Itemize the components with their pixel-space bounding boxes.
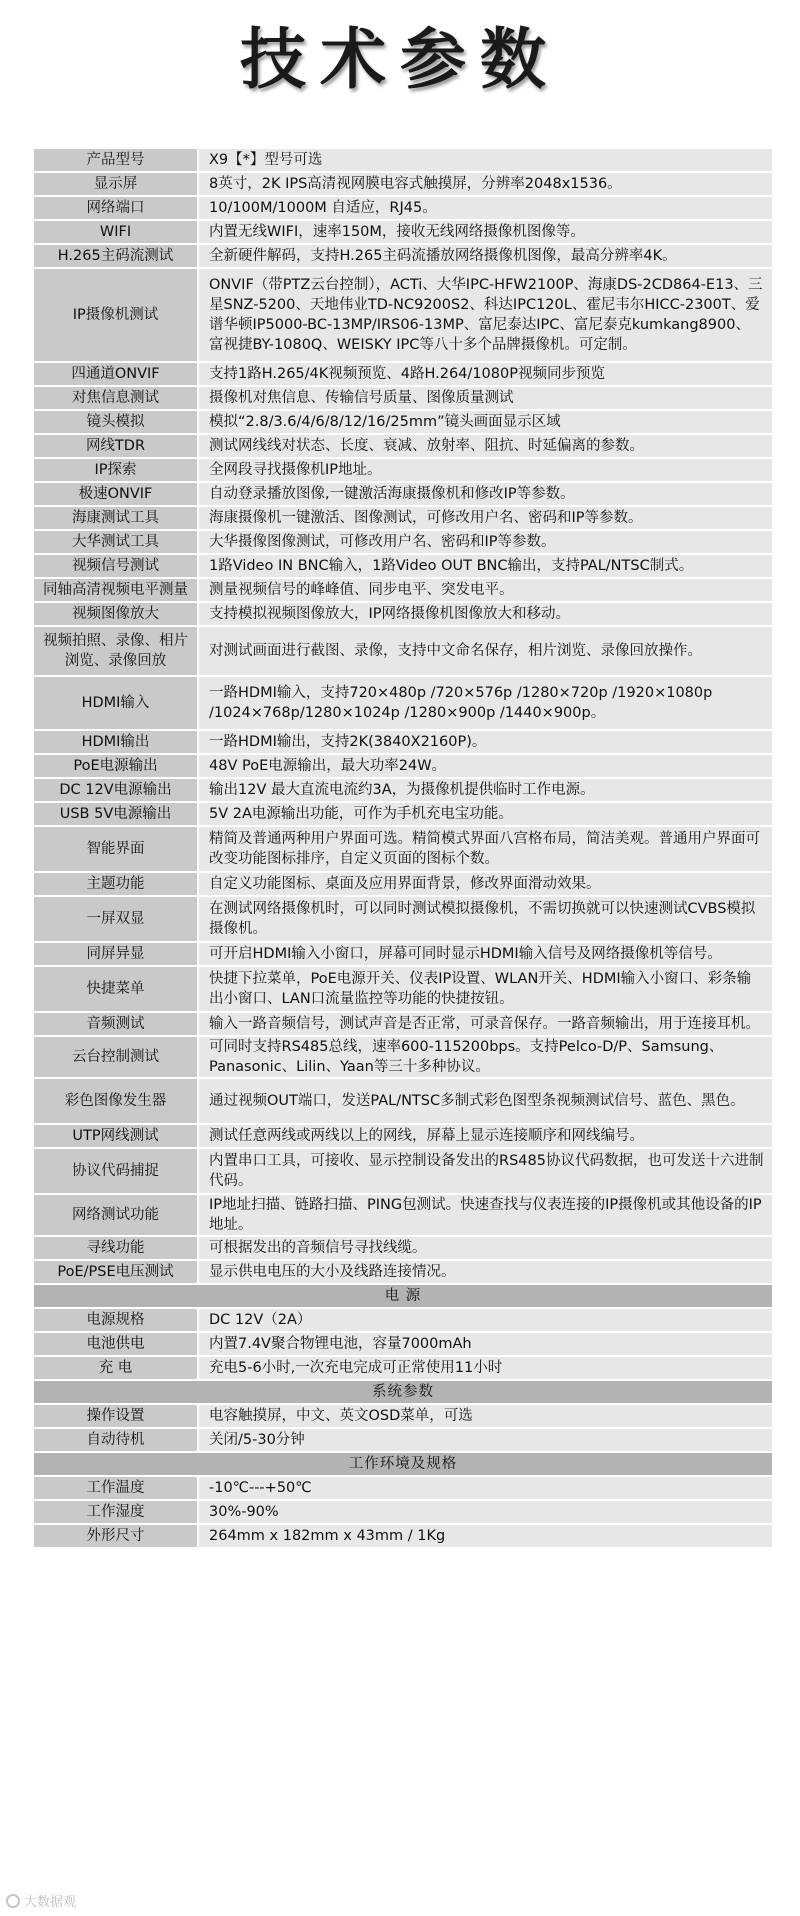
spec-row (33, 196, 773, 220)
spec-label: 四通道ONVIF (33, 362, 198, 386)
spec-label: 视频信号测试 (33, 554, 198, 578)
spec-label: 显示屏 (33, 172, 198, 196)
spec-label: 大华测试工具 (33, 530, 198, 554)
spec-value: 支持模拟视频图像放大，IP网络摄像机图像放大和移动。 (198, 602, 773, 626)
spec-row (33, 148, 773, 172)
spec-row (33, 1308, 773, 1332)
spec-value: 5V 2A电源输出功能，可作为手机充电宝功能。 (198, 802, 773, 826)
spec-label: HDMI输出 (33, 730, 198, 754)
spec-value: 支持1路H.265/4K视频预览、4路H.264/1080P视频同步预览 (198, 362, 773, 386)
spec-label: 快捷菜单 (33, 966, 198, 1012)
section-header (33, 1380, 773, 1404)
spec-row (33, 268, 773, 362)
spec-value: 8英寸，2K IPS高清视网膜电容式触摸屏，分辨率2048x1536。 (198, 172, 773, 196)
spec-value: 充电5-6小时,一次充电完成可正常使用11小时 (198, 1356, 773, 1380)
spec-label: DC 12V电源输出 (33, 778, 198, 802)
spec-value: 模拟“2.8/3.6/4/6/8/12/16/25mm”镜头画面显示区域 (198, 410, 773, 434)
spec-label: 同轴高清视频电平测量 (33, 578, 198, 602)
spec-row (33, 244, 773, 268)
spec-label: 主题功能 (33, 872, 198, 896)
spec-row (33, 578, 773, 602)
spec-row (33, 1078, 773, 1124)
spec-row (33, 506, 773, 530)
spec-value: DC 12V（2A） (198, 1308, 773, 1332)
spec-label: IP探索 (33, 458, 198, 482)
spec-row (33, 434, 773, 458)
spec-row (33, 1500, 773, 1524)
spec-value: 对测试画面进行截图、录像，支持中文命名保存，相片浏览、录像回放操作。 (198, 626, 773, 676)
spec-value: 测量视频信号的峰峰值、同步电平、突发电平。 (198, 578, 773, 602)
section-title: 电 源 (33, 1284, 773, 1308)
spec-value: 输入一路音频信号，测试声音是否正常，可录音保存。一路音频输出，用于连接耳机。 (198, 1012, 773, 1036)
spec-row (33, 778, 773, 802)
spec-value: 一路HDMI输入，支持720×480p /720×576p /1280×720p /1920×1080p /1024×768p/1280×1024p /1280×900p /1440×900p。 (198, 676, 773, 730)
spec-row (33, 172, 773, 196)
page-title: 技术参数 (240, 21, 560, 98)
spec-label: 协议代码捕捉 (33, 1148, 198, 1194)
watermark-text: 大数据观 (24, 1895, 77, 1910)
spec-row (33, 676, 773, 730)
spec-label: 镜头模拟 (33, 410, 198, 434)
spec-label: PoE电源输出 (33, 754, 198, 778)
spec-label: HDMI输入 (33, 676, 198, 730)
spec-value: 显示供电电压的大小及线路连接情况。 (198, 1260, 773, 1284)
spec-label: 电源规格 (33, 1308, 198, 1332)
spec-value: IP地址扫描、链路扫描、PING包测试。快速查找与仪表连接的IP摄像机或其他设备的IP地址。 (198, 1194, 773, 1236)
spec-label: 充 电 (33, 1356, 198, 1380)
spec-value: -10℃---+50℃ (198, 1476, 773, 1500)
spec-table-body (33, 148, 773, 1548)
spec-value: 电容触摸屏，中文、英文OSD菜单，可选 (198, 1404, 773, 1428)
spec-value: 48V PoE电源输出，最大功率24W。 (198, 754, 773, 778)
spec-table (32, 147, 774, 1549)
spec-label: 极速ONVIF (33, 482, 198, 506)
spec-value: 测试网线线对状态、长度、衰减、放射率、阻抗、时延偏离的参数。 (198, 434, 773, 458)
spec-row (33, 1012, 773, 1036)
spec-label: 智能界面 (33, 826, 198, 872)
spec-row (33, 482, 773, 506)
spec-label: 音频测试 (33, 1012, 198, 1036)
spec-value: 可根据发出的音频信号寻找线缆。 (198, 1236, 773, 1260)
spec-value: 1路Video IN BNC输入，1路Video OUT BNC输出，支持PAL/NTSC制式。 (198, 554, 773, 578)
spec-label: WIFI (33, 220, 198, 244)
spec-row (33, 1356, 773, 1380)
spec-label: 视频拍照、录像、相片浏览、录像回放 (33, 626, 198, 676)
spec-row (33, 966, 773, 1012)
spec-label: 海康测试工具 (33, 506, 198, 530)
spec-value: 精简及普通两种用户界面可选。精简模式界面八宫格布局，简洁美观。普通用户界面可改变功能图标排序，自定义页面的图标个数。 (198, 826, 773, 872)
spec-value: 内置7.4V聚合物锂电池，容量7000mAh (198, 1332, 773, 1356)
spec-row (33, 554, 773, 578)
spec-value: 内置无线WIFI，速率150M，接收无线网络摄像机图像等。 (198, 220, 773, 244)
spec-row (33, 1404, 773, 1428)
spec-label: 寻线功能 (33, 1236, 198, 1260)
spec-row (33, 602, 773, 626)
spec-row (33, 458, 773, 482)
spec-label: 操作设置 (33, 1404, 198, 1428)
spec-value: 30%-90% (198, 1500, 773, 1524)
spec-value: 测试任意两线或两线以上的网线，屏幕上显示连接顺序和网线编号。 (198, 1124, 773, 1148)
spec-row (33, 1236, 773, 1260)
spec-label: 同屏异显 (33, 942, 198, 966)
section-header (33, 1452, 773, 1476)
spec-label: 工作湿度 (33, 1500, 198, 1524)
spec-label: 一屏双显 (33, 896, 198, 942)
spec-row (33, 362, 773, 386)
spec-row (33, 1260, 773, 1284)
spec-value: 快捷下拉菜单，PoE电源开关、仪表IP设置、WLAN开关、HDMI输入小窗口、彩条输出小窗口、LAN口流量监控等功能的快捷按钮。 (198, 966, 773, 1012)
spec-value: 可开启HDMI输入小窗口，屏幕可同时显示HDMI输入信号及网络摄像机等信号。 (198, 942, 773, 966)
spec-value: 可同时支持RS485总线，速率600-115200bps。支持Pelco-D/P、Samsung、Panasonic、Lilin、Yaan等三十多种协议。 (198, 1036, 773, 1078)
spec-row (33, 626, 773, 676)
spec-label: 产品型号 (33, 148, 198, 172)
spec-value: 一路HDMI输出，支持2K(3840X2160P)。 (198, 730, 773, 754)
spec-row (33, 1036, 773, 1078)
spec-value: 内置串口工具，可接收、显示控制设备发出的RS485协议代码数据，也可发送十六进制代码。 (198, 1148, 773, 1194)
spec-row (33, 1124, 773, 1148)
spec-value: 全新硬件解码，支持H.265主码流播放网络摄像机图像，最高分辨率4K。 (198, 244, 773, 268)
spec-value: X9【*】型号可选 (198, 148, 773, 172)
spec-value: 在测试网络摄像机时，可以同时测试模拟摄像机，不需切换就可以快速测试CVBS模拟摄像机。 (198, 896, 773, 942)
spec-row (33, 730, 773, 754)
watermark-logo-icon (6, 1894, 20, 1908)
spec-label: 自动待机 (33, 1428, 198, 1452)
spec-value: ONVIF（带PTZ云台控制），ACTi、大华IPC-HFW2100P、海康DS-2CD864-E13、三星SNZ-5200、天地伟业TD-NC9200S2、科达IPC120L、霍尼韦尔HICC-2300T、爱谱华顿IP5000-BC-13MP/IRS06-13MP、富尼泰达IPC、富尼泰克kumkang8900、富视捷BY-1080Q、WEISKY IPC等八十多个品牌摄像机。可定制。 (198, 268, 773, 362)
spec-label: 彩色图像发生器 (33, 1078, 198, 1124)
section-header (33, 1284, 773, 1308)
spec-row (33, 826, 773, 872)
spec-row (33, 220, 773, 244)
spec-label: UTP网线测试 (33, 1124, 198, 1148)
spec-row (33, 896, 773, 942)
spec-row (33, 1524, 773, 1548)
spec-row (33, 1476, 773, 1500)
spec-label: 电池供电 (33, 1332, 198, 1356)
spec-label: PoE/PSE电压测试 (33, 1260, 198, 1284)
spec-row (33, 1194, 773, 1236)
spec-row (33, 410, 773, 434)
section-title: 系统参数 (33, 1380, 773, 1404)
spec-value: 关闭/5-30分钟 (198, 1428, 773, 1452)
spec-value: 输出12V 最大直流电流约3A，为摄像机提供临时工作电源。 (198, 778, 773, 802)
spec-row (33, 872, 773, 896)
spec-label: 视频图像放大 (33, 602, 198, 626)
spec-label: IP摄像机测试 (33, 268, 198, 362)
spec-row (33, 942, 773, 966)
spec-row (33, 1332, 773, 1356)
spec-label: 工作温度 (33, 1476, 198, 1500)
spec-value: 大华摄像图像测试，可修改用户名、密码和IP等参数。 (198, 530, 773, 554)
spec-label: 云台控制测试 (33, 1036, 198, 1078)
spec-row (33, 530, 773, 554)
spec-value: 摄像机对焦信息、传输信号质量、图像质量测试 (198, 386, 773, 410)
spec-value: 全网段寻找摄像机IP地址。 (198, 458, 773, 482)
spec-row (33, 754, 773, 778)
spec-row (33, 1428, 773, 1452)
spec-value: 264mm x 182mm x 43mm / 1Kg (198, 1524, 773, 1548)
spec-value: 自动登录播放图像,一键激活海康摄像机和修改IP等参数。 (198, 482, 773, 506)
spec-value: 通过视频OUT端口，发送PAL/NTSC多制式彩色图型条视频测试信号、蓝色、黑色。 (198, 1078, 773, 1124)
spec-label: 对焦信息测试 (33, 386, 198, 410)
spec-row (33, 802, 773, 826)
spec-row (33, 1148, 773, 1194)
spec-label: H.265主码流测试 (33, 244, 198, 268)
spec-label: 网线TDR (33, 434, 198, 458)
spec-row (33, 386, 773, 410)
spec-value: 10/100M/1000M 自适应，RJ45。 (198, 196, 773, 220)
spec-value: 自定义功能图标、桌面及应用界面背景，修改界面滑动效果。 (198, 872, 773, 896)
spec-label: 网络测试功能 (33, 1194, 198, 1236)
section-title: 工作环境及规格 (33, 1452, 773, 1476)
spec-value: 海康摄像机一键激活、图像测试，可修改用户名、密码和IP等参数。 (198, 506, 773, 530)
spec-label: USB 5V电源输出 (33, 802, 198, 826)
watermark (6, 1891, 76, 1910)
spec-label: 外形尺寸 (33, 1524, 198, 1548)
spec-label: 网络端口 (33, 196, 198, 220)
